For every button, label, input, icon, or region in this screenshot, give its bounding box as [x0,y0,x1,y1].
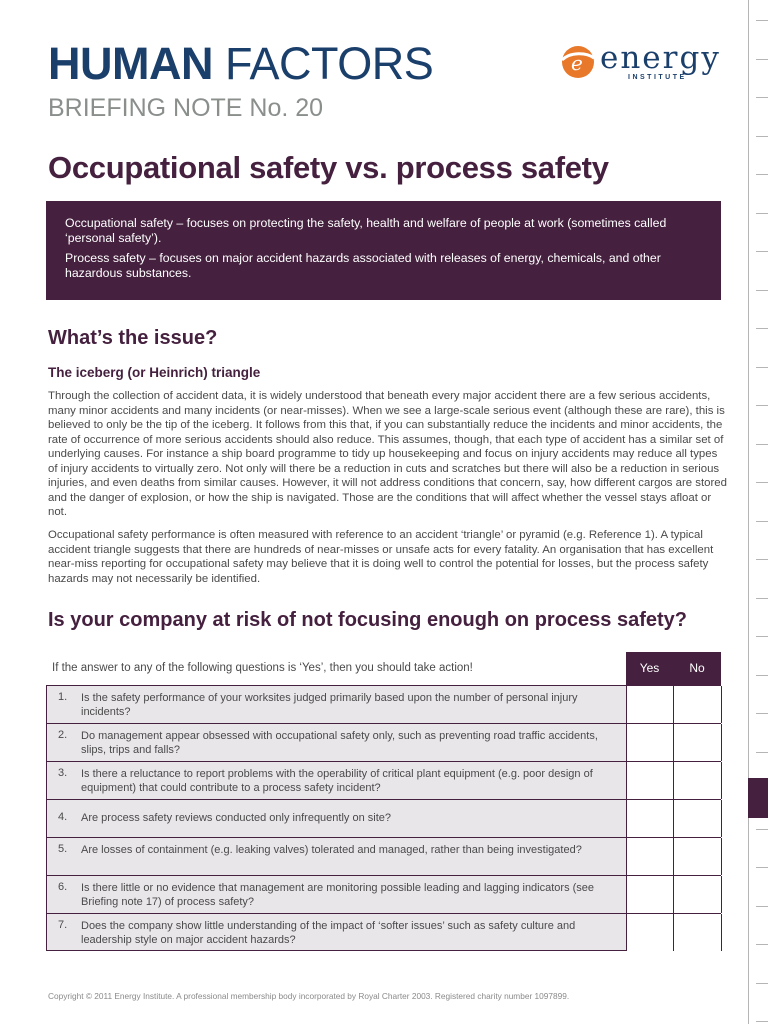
yes-column-header: Yes [626,652,673,685]
no-checkbox[interactable] [673,914,722,951]
page-edge-tick [756,867,768,868]
question-text: Are process safety reviews conducted only infrequently on site? [81,812,391,824]
question-number: 4. [58,811,68,823]
page-edge-tick [756,251,768,252]
checklist-row [47,685,721,723]
page-edge-tick [756,636,768,637]
page-edge-tick [756,213,768,214]
question-text: Is there a reluctance to report problems with the operability of critical plant equipment (e.g. poor design of equipment) that could contribute to a process safety incident? [81,768,593,794]
no-checkbox[interactable] [673,686,722,723]
question-number: 2. [58,729,68,741]
page-edge-tick [756,521,768,522]
process-safety-definition: Process safety – focuses on major accident hazards associated with releases of energy, chemicals, and other hazardous substances. [65,251,661,280]
energy-institute-logo [558,42,728,84]
question-number: 5. [58,843,68,855]
title-bold: HUMAN [48,38,213,89]
publication-title [48,38,433,90]
question-number: 3. [58,767,68,779]
page-edge-tick [756,906,768,907]
page-edge-tick [756,829,768,830]
checklist-row [47,913,721,951]
risk-heading: Is your company at risk of not focusing enough on process safety? [48,609,687,631]
briefing-note-number: BRIEFING NOTE No. 20 [48,94,324,122]
yes-checkbox[interactable] [626,800,673,837]
question-number: 1. [58,691,68,703]
page-edge-tick [756,405,768,406]
yes-checkbox[interactable] [626,762,673,799]
logo-word: energy [600,40,721,76]
body-paragraph-1: Through the collection of accident data, it is widely understood that beneath every major accident there are a few serious accidents, many minor accidents and many incidents (or near-misses). When we see a large-scale serious event (although these are rare), this is believed to only be the tip of the iceberg. It follows from this that, if you can substantially reduce the incidents and minor accidents, the rate of occurrence of more serious accidents should also reduce. This assumes, though, that each type of accident has a similar set of underlying causes. For instance a ship board programme to tidy up housekeeping and focus on injury accidents may reduce all types of injury accidents to virtually zero. Not only will there be a reduction in cuts and scratches but there will also be a reduction in serious injuries, and even deaths from similar causes. However, it will not address conditions that concern, say, how different cargos are stored and the danger of explosion, or how the ship is navigated. Those are the conditions that will affect whether the vessel stays afloat or not. [48,390,727,518]
yes-checkbox[interactable] [626,914,673,951]
checklist-header [46,652,721,685]
checklist-row [47,875,721,913]
no-checkbox[interactable] [673,800,722,837]
no-checkbox[interactable] [673,876,722,913]
page-edge-tick [756,20,768,21]
no-checkbox[interactable] [673,838,722,875]
issue-heading: What’s the issue? [48,327,218,349]
question-number: 7. [58,919,68,931]
title-light: FACTORS [225,38,434,89]
checklist-row [47,761,721,799]
question-text: Are losses of containment (e.g. leaking valves) tolerated and managed, rather than being investigated? [81,844,582,856]
energy-institute-logo-icon [558,42,598,82]
logo-subtext: INSTITUTE [628,74,687,81]
checklist-rows [46,685,721,951]
risk-checklist-table [46,652,721,951]
yes-checkbox[interactable] [626,724,673,761]
question-text: Do management appear obsessed with occupational safety only, such as preventing road traffic accidents, slips, trips and falls? [81,730,598,756]
copyright-footer: Copyright © 2011 Energy Institute. A professional membership body incorporated by Royal Charter 2003. Registered charity number 1097899. [48,991,570,1001]
checklist-row [47,799,721,837]
page-edge-tick [756,983,768,984]
page-edge-tick [756,598,768,599]
page-edge-tick [756,482,768,483]
page-title: Occupational safety vs. process safety [48,150,609,185]
page-edge-tick [756,444,768,445]
svg-text:e: e [571,51,583,75]
page-edge-tab [748,778,768,818]
page-edge-tick [756,174,768,175]
no-checkbox[interactable] [673,724,722,761]
question-number: 6. [58,881,68,893]
yes-checkbox[interactable] [626,686,673,723]
question-text: Is the safety performance of your worksites judged primarily based upon the number of personal injury incidents? [81,692,578,718]
page-edge-tick [756,59,768,60]
no-column-header: No [673,652,721,685]
page-edge-tick [756,136,768,137]
occupational-safety-definition: Occupational safety – focuses on protecting the safety, health and welfare of people at work (sometimes called ‘personal safety’). [65,216,667,245]
page-edge-tick [756,713,768,714]
page-edge-tick [756,752,768,753]
page-edge-tick [756,290,768,291]
page-edge-line [748,0,749,1024]
page-edge-tick [756,944,768,945]
question-text: Is there little or no evidence that management are monitoring possible leading and lagging indicators (see Briefing note 17) of process safety? [81,882,595,908]
body-paragraph-2: Occupational safety performance is often measured with reference to an accident ‘triangle’ or pyramid (e.g. Reference 1). A typical accident triangle suggests that there are hundreds of near-misses or unsafe acts for every fatality. An organisation that has excellent near-miss reporting for occupational safety may believe that it is doing well to control the potential for losses, but the process safety hazards may not necessarily be identified. [48,529,714,585]
page-edge-tick [756,97,768,98]
iceberg-heading: The iceberg (or Heinrich) triangle [48,365,261,380]
question-text: Does the company show little understanding of the impact of ‘softer issues’ such as safety culture and leadership style on major accident hazards? [81,920,576,946]
page-edge-tick [756,1021,768,1022]
page-edge-tick [756,367,768,368]
page-edge-tick [756,559,768,560]
yes-checkbox[interactable] [626,876,673,913]
yes-checkbox[interactable] [626,838,673,875]
checklist-row [47,723,721,761]
checklist-instruction: If the answer to any of the following questions is ‘Yes’, then you should take action! [52,662,473,674]
page-edge-tick [756,328,768,329]
checklist-row [47,837,721,875]
definitions-box [46,201,721,300]
no-checkbox[interactable] [673,762,722,799]
page-edge-tick [756,675,768,676]
